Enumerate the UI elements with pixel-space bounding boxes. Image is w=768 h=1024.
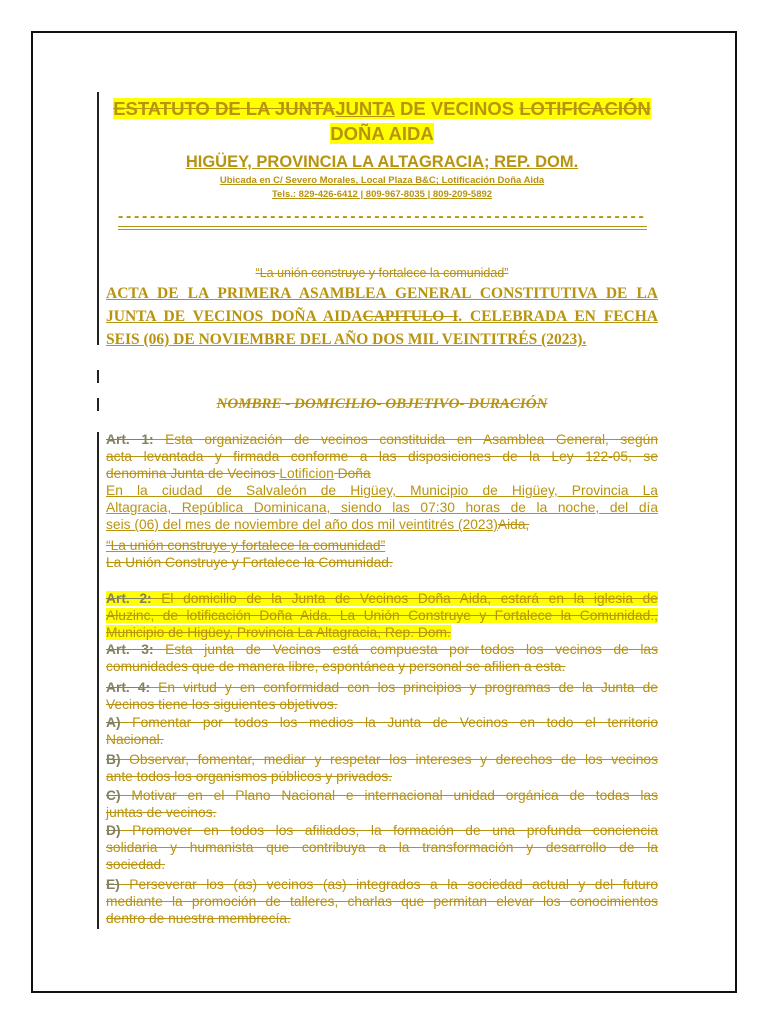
deleted-text: Nacional. bbox=[106, 732, 164, 747]
acta-heading bbox=[106, 282, 658, 351]
deleted-text: solidaria y humanista que contribuya a la transformación y desarrollo de la bbox=[106, 840, 658, 855]
item-label: Art. 4: bbox=[106, 680, 151, 695]
text-line bbox=[106, 152, 658, 172]
deleted-text: El domicilio de la Junta de Vecinos Doña Aida, estará en la iglesia de bbox=[151, 591, 658, 606]
article-1-denomination bbox=[106, 431, 658, 482]
text-run: DE VECINOS bbox=[394, 98, 520, 119]
item-label: C) bbox=[106, 788, 121, 803]
deleted-text: En virtud y en conformidad con los principios y programas de la Junta de bbox=[150, 680, 658, 695]
revised-text: CAPITULO I bbox=[362, 308, 459, 325]
deleted-text: Municipio de Higüey, Provincia La Altagracia, Rep. Dom. bbox=[106, 625, 451, 640]
deleted-text: Observar, fomentar, mediar y respetar los intereses y derechos de los vecinos bbox=[120, 752, 658, 767]
text-line bbox=[106, 482, 658, 499]
item-label: E) bbox=[106, 877, 120, 892]
item-label: Art. 3: bbox=[106, 642, 154, 657]
deleted-text: Doña bbox=[333, 466, 371, 481]
article-2-domicile bbox=[106, 590, 658, 641]
text-line bbox=[106, 554, 658, 571]
item-label: B) bbox=[106, 752, 121, 767]
deleted-text: Motivar en el Plano Nacional e internacional unidad orgánica de todas las bbox=[120, 788, 658, 803]
text-line bbox=[106, 465, 658, 482]
inserted-text: Tels.: 829-426-6412 | 809-967-8035 | 809-209-5892 bbox=[271, 189, 493, 200]
text-line bbox=[106, 910, 658, 927]
text-run: DOÑA AIDA bbox=[330, 123, 434, 144]
inserted-text: Ubicada en C/ Severo Morales, Local Plaza B&C; Lotificación Doña Aida bbox=[219, 175, 545, 186]
deleted-text: denomina Junta de Vecinos bbox=[106, 466, 280, 481]
text-line bbox=[106, 804, 658, 821]
text-line bbox=[106, 839, 658, 856]
text-line bbox=[106, 395, 658, 413]
deleted-text: Esta junta de Vecinos está compuesta por todos los vecinos de las bbox=[153, 642, 658, 657]
text-line bbox=[106, 696, 658, 713]
text-line bbox=[106, 822, 658, 839]
deleted-text: JUNTA bbox=[274, 98, 336, 119]
articles bbox=[106, 431, 658, 927]
deleted-text: Aluzinc, de lotificación Doña Aida. La Unión Construye y Fortalece la Comunidad., bbox=[106, 608, 658, 623]
deleted-text: Esta organización de vecinos constituida en Asamblea General, según bbox=[153, 432, 658, 447]
text-line bbox=[106, 624, 658, 641]
text-line bbox=[106, 282, 658, 305]
deleted-text: Aida, bbox=[497, 517, 530, 532]
deleted-text: NOMBRE - DOMICILIO- OBJETIVO- DURACIÓN bbox=[216, 396, 548, 412]
revised-text: “La unión construye y fortalece la comunidad” bbox=[106, 538, 386, 553]
article-1-motto-new bbox=[106, 554, 658, 571]
location-line bbox=[106, 152, 658, 172]
inserted-text: SEIS (06) DE NOVIEMBRE DEL AÑO DOS MIL VEINTITRÉS (2023). bbox=[106, 331, 587, 348]
deleted-text: Vecinos tiene los siguientes objetivos. bbox=[106, 697, 338, 712]
change-bar bbox=[97, 370, 99, 383]
text-line bbox=[106, 658, 658, 675]
inserted-text: En la ciudad de Salvaleón de Higüey, Municipio de Higüey, Provincia La bbox=[106, 483, 658, 498]
text-line bbox=[106, 714, 658, 731]
change-bar bbox=[97, 92, 99, 345]
deleted-text: Perseverar los (as) vecinos (as) integrados a la sociedad actual y del futuro bbox=[119, 877, 658, 892]
deleted-text: sociedad. bbox=[106, 857, 166, 872]
deleted-text: Promover en todos los afiliados, la formación de una profunda conciencia bbox=[120, 823, 658, 838]
text-line bbox=[106, 787, 658, 804]
inserted-text: ACTA DE LA PRIMERA ASAMBLEA GENERAL CONSTITUTIVA DE LA bbox=[106, 285, 658, 302]
objective-e bbox=[106, 876, 658, 927]
text-line bbox=[106, 893, 658, 910]
inserted-text: JUNTA DE VECINOS DOÑA AIDA bbox=[106, 308, 363, 325]
change-bar bbox=[97, 432, 99, 929]
objective-d bbox=[106, 822, 658, 873]
text-line bbox=[106, 751, 658, 768]
text-line bbox=[106, 305, 658, 328]
text-line bbox=[106, 499, 658, 516]
deleted-text: “La unión construye y fortalece la comunidad” bbox=[255, 266, 509, 280]
deleted-text: comunidades que de manera libre, espontánea y personal se afilien a esta. bbox=[106, 659, 566, 674]
text-line bbox=[106, 516, 658, 533]
address-line bbox=[106, 174, 658, 188]
text-line bbox=[106, 121, 658, 146]
text-line bbox=[106, 188, 658, 202]
text-line bbox=[106, 607, 658, 624]
deleted-text: ESTATUTO DE LA bbox=[113, 98, 275, 119]
text-line bbox=[106, 876, 658, 893]
text-line bbox=[106, 448, 658, 465]
article-3-members bbox=[106, 641, 658, 675]
inserted-text: seis (06) del mes de noviembre del año dos mil veintitrés (2023) bbox=[106, 517, 498, 532]
header-divider: ------------------------------------------------------------------ bbox=[118, 207, 647, 230]
text-line bbox=[106, 266, 658, 280]
article-4-objectives bbox=[106, 679, 658, 713]
text-line bbox=[106, 174, 658, 188]
text-line bbox=[106, 431, 658, 448]
phone-numbers bbox=[106, 188, 658, 202]
deleted-text: LOTIFICACIÓN bbox=[519, 98, 651, 119]
deleted-text: La Unión Construye y Fortalece la Comunidad. bbox=[106, 555, 393, 570]
article-1-motto bbox=[106, 537, 658, 554]
item-label: A) bbox=[106, 715, 121, 730]
inserted-text: Lotificion bbox=[279, 466, 334, 481]
article-1-place-date bbox=[106, 482, 658, 533]
inserted-text: JUNTA bbox=[335, 98, 395, 119]
inserted-text: HIGÜEY, PROVINCIA LA ALTAGRACIA; REP. DOM. bbox=[185, 153, 579, 171]
text-line bbox=[106, 590, 658, 607]
deleted-text: ante todos los organismos públicos y privados. bbox=[106, 769, 393, 784]
deleted-text: Fomentar por todos los medios la Junta de Vecinos en todo el territorio bbox=[120, 715, 658, 730]
objective-b bbox=[106, 751, 658, 785]
deleted-text: mediante la promoción de talleres, charlas que permitan elevar los conocimientos bbox=[106, 894, 658, 909]
item-label: Art. 2: bbox=[106, 591, 152, 606]
text-line bbox=[106, 768, 658, 785]
objective-a bbox=[106, 714, 658, 748]
text-line bbox=[106, 328, 658, 351]
inserted-text: . CELEBRADA EN FECHA bbox=[458, 308, 658, 325]
objective-c bbox=[106, 787, 658, 821]
document-title bbox=[106, 96, 658, 146]
change-bar bbox=[97, 398, 99, 411]
deleted-text: acta levantada y firmada conforme a las disposiciones de la Ley 122-05, se bbox=[106, 449, 658, 464]
text-line bbox=[106, 731, 658, 748]
deleted-text: juntas de vecinos. bbox=[106, 805, 217, 820]
text-line bbox=[106, 641, 658, 658]
section-heading bbox=[106, 395, 658, 413]
text-line bbox=[106, 856, 658, 873]
inserted-text: Altagracia, República Dominicana, siendo las 07:30 horas de la noche, del día bbox=[106, 500, 658, 515]
text-line bbox=[106, 96, 658, 121]
text-line bbox=[106, 537, 658, 554]
text-line bbox=[106, 679, 658, 696]
item-label: D) bbox=[106, 823, 121, 838]
item-label: Art. 1: bbox=[106, 432, 154, 447]
motto bbox=[106, 266, 658, 280]
deleted-text: dentro de nuestra membrecía. bbox=[106, 911, 291, 926]
